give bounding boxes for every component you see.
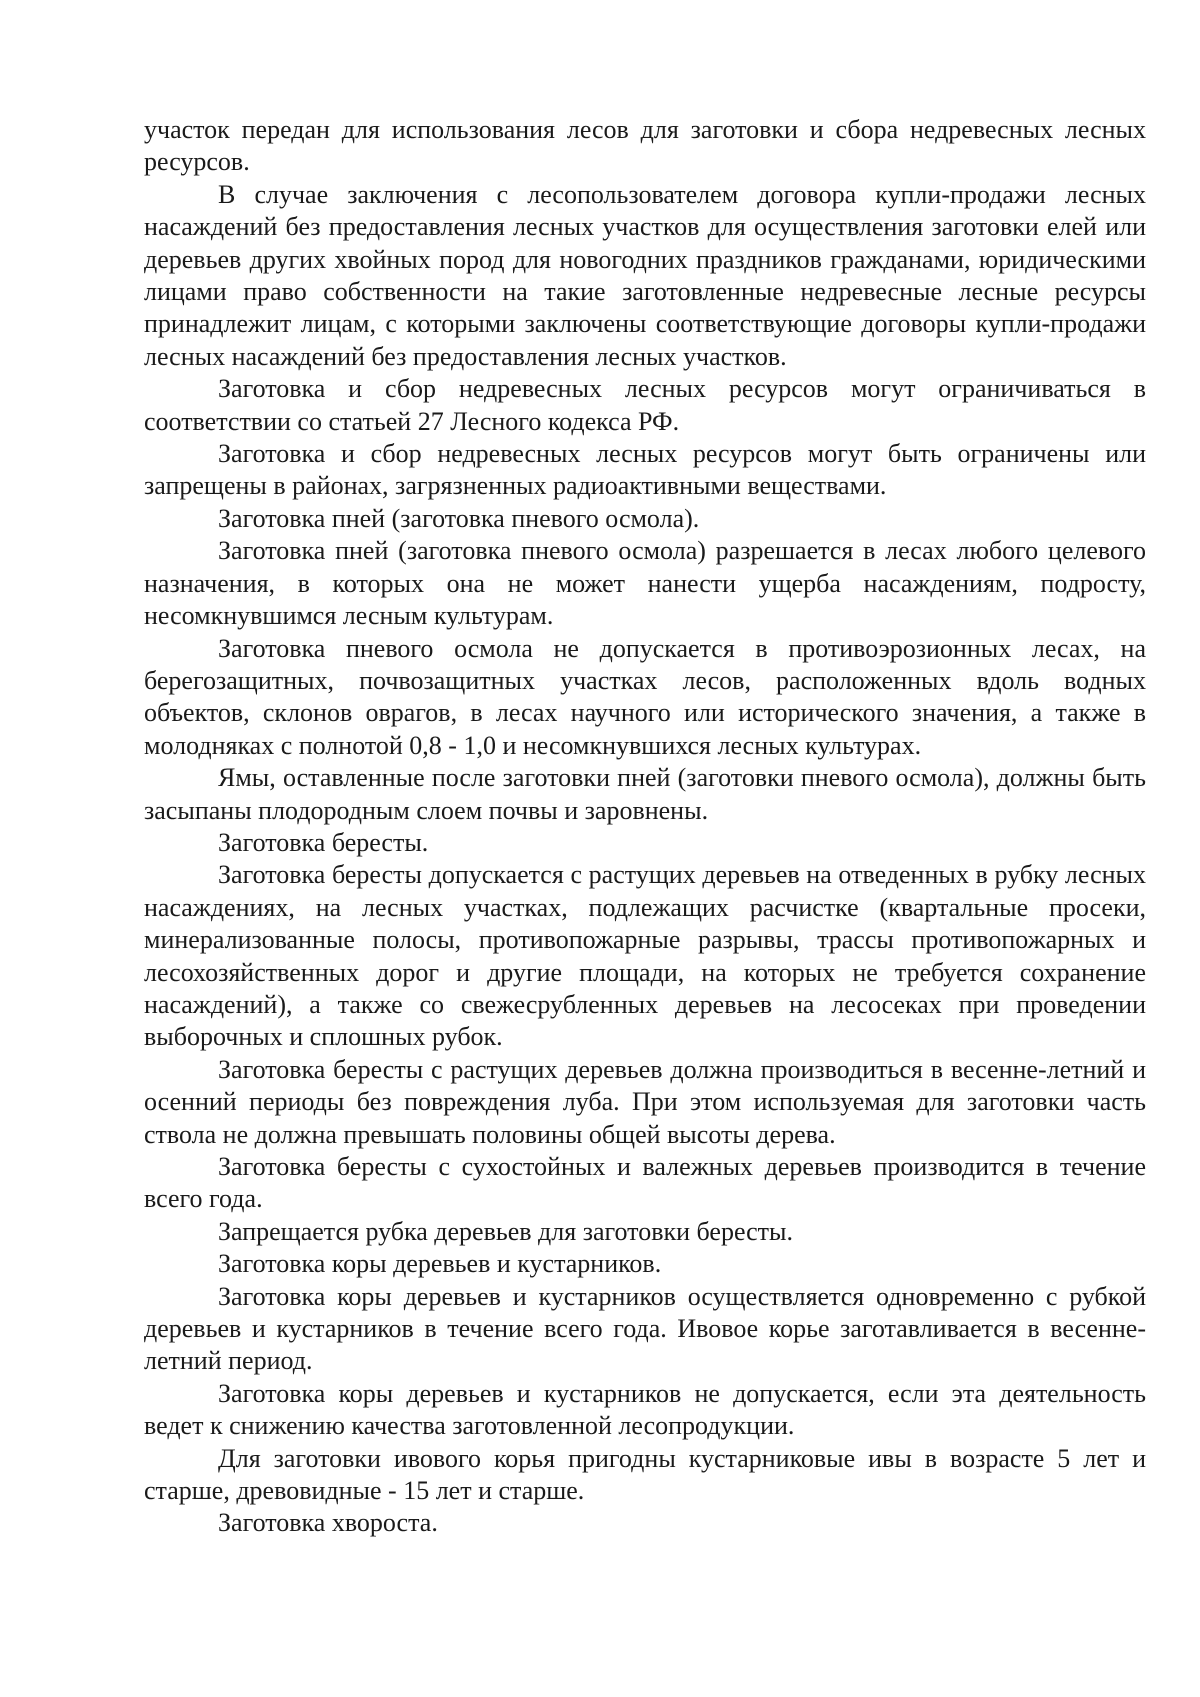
paragraph: участок передан для использования лесов для заготовки и сбора недревесных лесных ресурсов. [144,115,1146,177]
paragraph: Заготовка и сбор недревесных лесных ресурсов могут ограничиваться в соответствии со статьей 27 Лесного кодекса РФ. [144,374,1146,436]
paragraph: Заготовка бересты с сухостойных и валежных деревьев производится в течение всего года. [144,1152,1146,1214]
paragraph: В случае заключения с лесопользователем договора купли-продажи лесных насаждений без предоставления лесных участков для осуществления заготовки елей или деревьев других хвойных пород для новогодних праздников гражданами, юридическими лицами право собственности на такие заготовленные недревесные лесные ресурсы принадлежит лицам, с которыми заключены соответствующие договоры купли-продажи лесных насаждений без предоставления лесных участков. [144,179,1146,371]
section-heading: Заготовка коры деревьев и кустарников. [218,1249,662,1279]
paragraph: Заготовка бересты с растущих деревьев должна производиться в весенне-летний и осенний периоды без повреждения луба. При этом используемая для заготовки часть ствола не должна превышать половины общей высоты дерева. [144,1054,1146,1149]
paragraph: Заготовка бересты допускается с растущих деревьев на отведенных в рубку лесных насаждениях, на лесных участках, подлежащих расчистке (квартальные просеки, минерализованные полосы, противопожарные разрывы, трассы противопожарных и лесохозяйственных дорог и другие площади, на которых не требуется сохранение насаждений), а также со свежесрубленных деревьев на лесосеках при проведении выборочных и сплошных рубок. [144,860,1146,1052]
paragraph: Ямы, оставленные после заготовки пней (заготовки пневого осмола), должны быть засыпаны плодородным слоем почвы и заровнены. [144,763,1146,825]
paragraph: Заготовка коры деревьев и кустарников не допускается, если эта деятельность ведет к снижению качества заготовленной лесопродукции. [144,1378,1146,1441]
section-heading: Заготовка хвороста. [218,1508,438,1538]
section-heading: Заготовка пней (заготовка пневого осмола). [218,503,700,533]
paragraph: Для заготовки ивового корья пригодны кустарниковые ивы в возрасте 5 лет и старше, древовидные - 15 лет и старше. [144,1443,1146,1506]
document-body [144,114,1146,1540]
paragraph: Заготовка коры деревьев и кустарников осуществляется одновременно с рубкой деревьев и кустарников в течение всего года. Ивовое корье заготавливается в весенне-летний период. [144,1281,1146,1376]
paragraph: Заготовка и сбор недревесных лесных ресурсов могут быть ограничены или запрещены в районах, загрязненных радиоактивными веществами. [144,439,1146,501]
paragraph: Запрещается рубка деревьев для заготовки бересты. [218,1216,794,1246]
section-heading: Заготовка бересты. [218,827,429,857]
paragraph: Заготовка пней (заготовка пневого осмола) разрешается в лесах любого целевого назначения, в которых она не может нанести ущерба насаждениям, подросту, несомкнувшимся лесным культурам. [144,536,1146,631]
paragraph: Заготовка пневого осмола не допускается в противоэрозионных лесах, на берегозащитных, почвозащитных участках лесов, расположенных вдоль водных объектов, склонов оврагов, в лесах научного или исторического значения, а также в молодняках с полнотой 0,8 - 1,0 и несомкнувшихся лесных культурах. [144,633,1146,760]
